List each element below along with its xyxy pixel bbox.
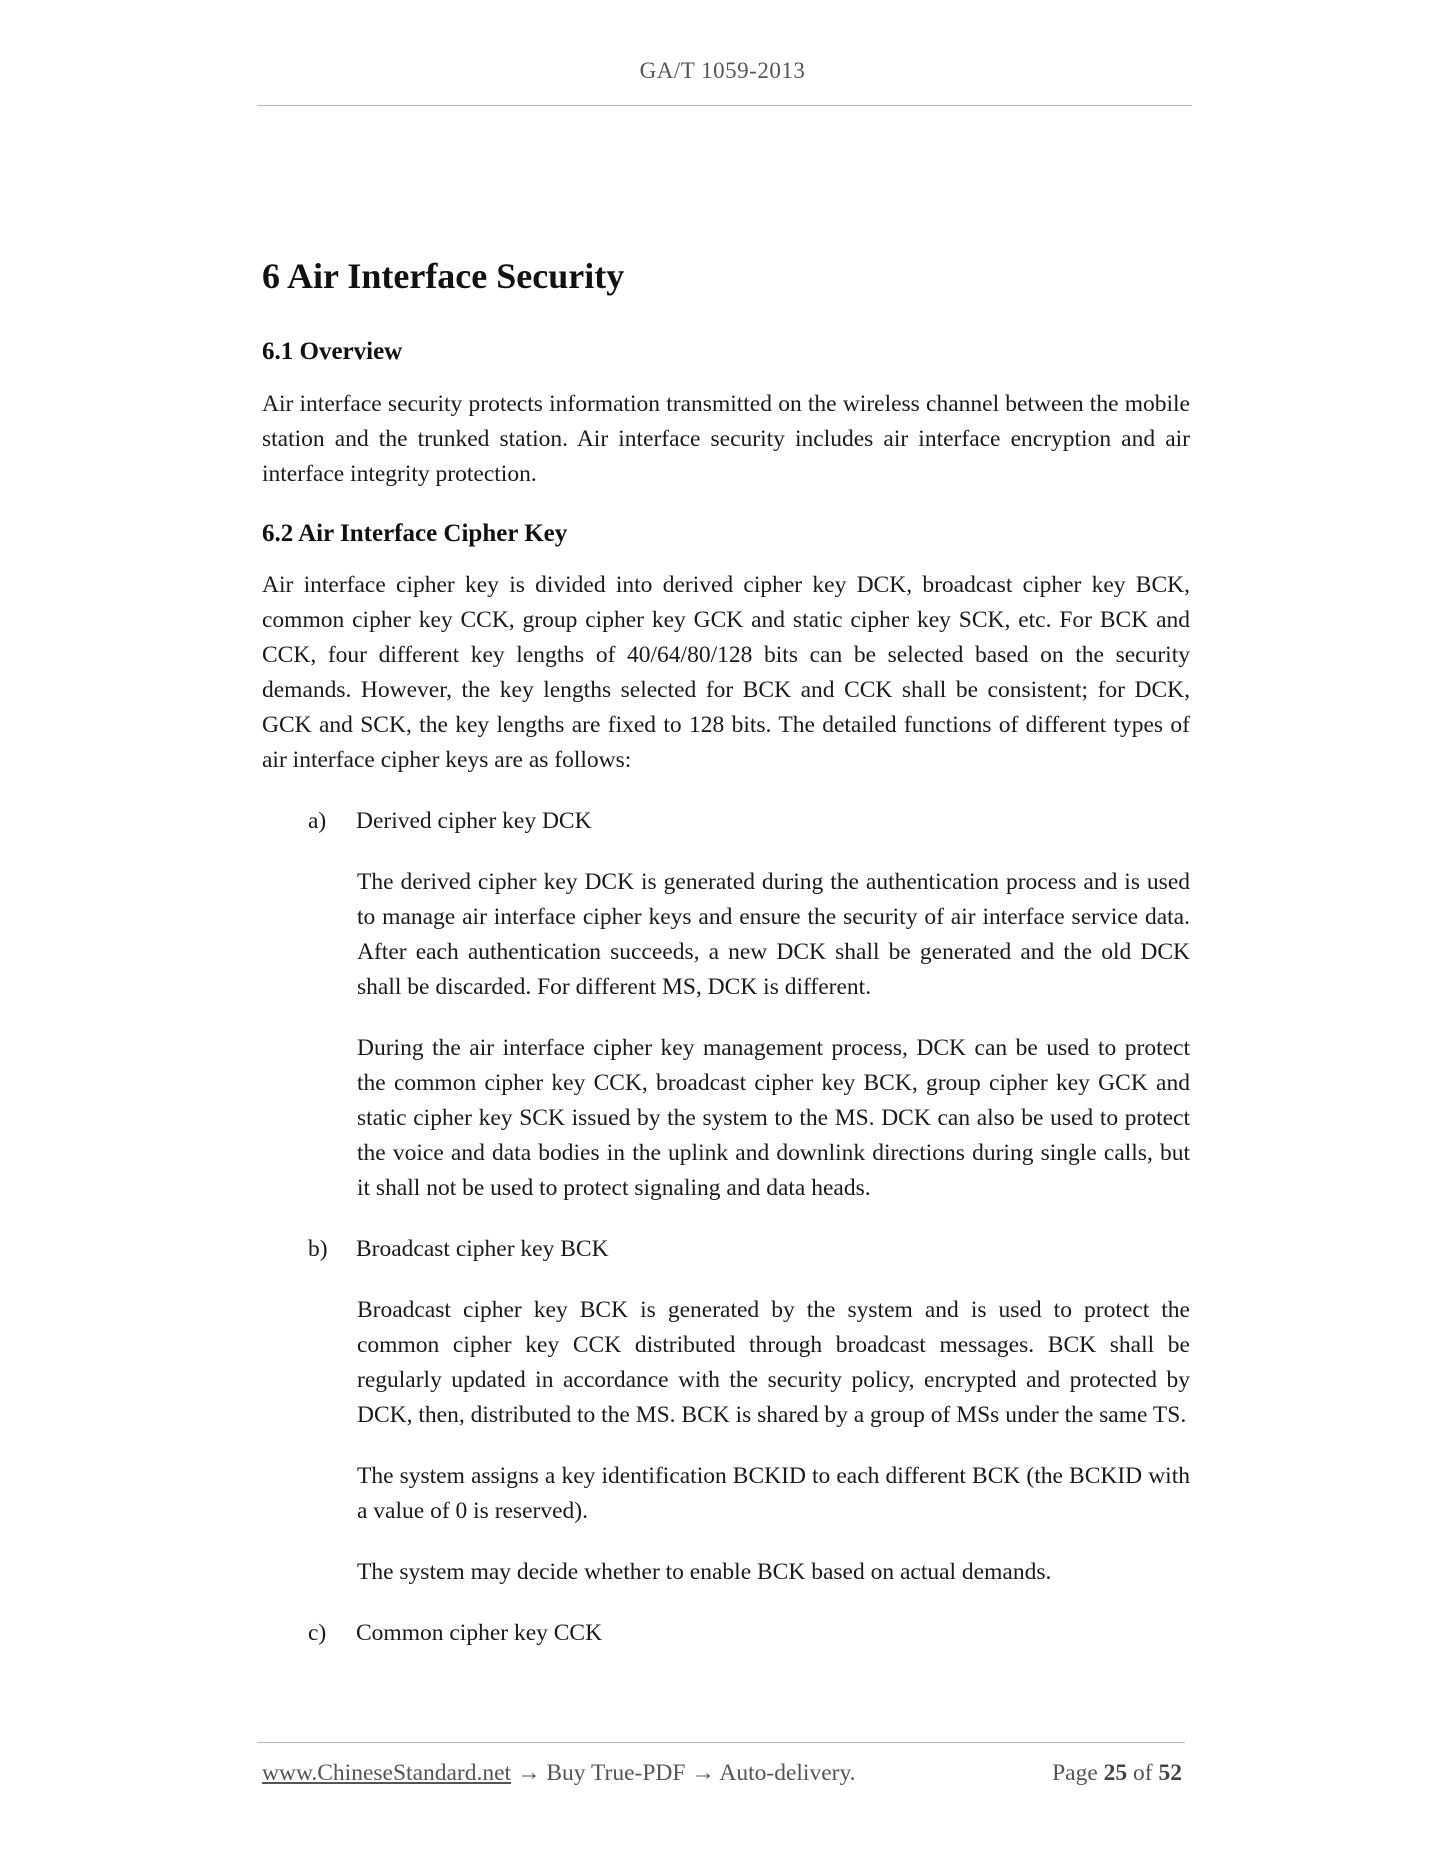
list-item-a <box>262 804 1190 839</box>
list-label-a: a) <box>308 808 327 835</box>
section-6-1-title: 6.1 Overview <box>262 338 403 366</box>
section-6-title: 6 Air Interface Security <box>262 256 625 296</box>
bck-paragraph-1: Broadcast cipher key BCK is generated by the system and is used to protect the common cipher key CCK distributed through broadcast messages. BCK shall be regularly updated in accordance with the security policy, encrypted and protected by DCK, then, distributed to the MS. BCK is shared by a group of MSs under the same TS. <box>357 1297 1190 1429</box>
list-label-b: b) <box>308 1236 328 1263</box>
list-label-c: c) <box>308 1620 327 1647</box>
bck-paragraph-3: The system may decide whether to enable BCK based on actual demands. <box>357 1559 1052 1586</box>
section-6-2-title: 6.2 Air Interface Cipher Key <box>262 519 568 547</box>
footer-promo-text: → Buy True-PDF → Auto-delivery. <box>511 1760 856 1786</box>
section-6-1-paragraph: Air interface security protects information transmitted on the wireless channel between the mobile station and the trunked station. Air interface security includes air interface encryption and air interface integrity protection. <box>262 390 1190 487</box>
footer-promo <box>262 1760 856 1787</box>
footer-of-word: of <box>1133 1760 1153 1786</box>
footer-divider <box>257 1742 1185 1743</box>
footer-page-total: 52 <box>1158 1760 1182 1786</box>
footer-site-link[interactable]: www.ChineseStandard.net <box>262 1760 512 1786</box>
list-title-dck: Derived cipher key DCK <box>356 808 592 835</box>
page-header-doc-number: GA/T 1059-2013 <box>639 58 806 83</box>
list-item-b <box>262 1232 1190 1267</box>
header-divider <box>257 105 1192 106</box>
list-title-cck: Common cipher key CCK <box>356 1620 603 1647</box>
list-item-c <box>262 1616 1190 1651</box>
list-title-bck: Broadcast cipher key BCK <box>356 1236 609 1263</box>
footer-page-number <box>1052 1760 1182 1787</box>
page-content <box>262 255 1190 1677</box>
bck-paragraph-2: The system assigns a key identification BCKID to each different BCK (the BCKID with a value of 0 is reserved). <box>357 1463 1190 1525</box>
footer-page-word: Page <box>1052 1760 1098 1786</box>
footer-page-current: 25 <box>1103 1760 1128 1786</box>
section-6-2-paragraph: Air interface cipher key is divided into derived cipher key DCK, broadcast cipher key BCK, common cipher key CCK, group cipher key GCK and static cipher key SCK, etc. For BCK and CCK, four different key lengths of 40/64/80/128 bits can be selected based on the security demands. However, the key lengths selected for BCK and CCK shall be consistent; for DCK, GCK and SCK, the key lengths are fixed to 128 bits. The detailed functions of different types of air interface cipher keys are as follows: <box>262 572 1190 774</box>
dck-paragraph-1: The derived cipher key DCK is generated during the authentication process and is used to manage air interface cipher keys and ensure the security of air interface service data. After each authentication succeeds, a new DCK shall be generated and the old DCK shall be discarded. For different MS, DCK is different. <box>357 869 1190 1001</box>
dck-paragraph-2: During the air interface cipher key management process, DCK can be used to protect the common cipher key CCK, broadcast cipher key BCK, group cipher key GCK and static cipher key SCK issued by the system to the MS. DCK can also be used to protect the voice and data bodies in the uplink and downlink directions during single calls, but it shall not be used to protect signaling and data heads. <box>357 1035 1190 1202</box>
